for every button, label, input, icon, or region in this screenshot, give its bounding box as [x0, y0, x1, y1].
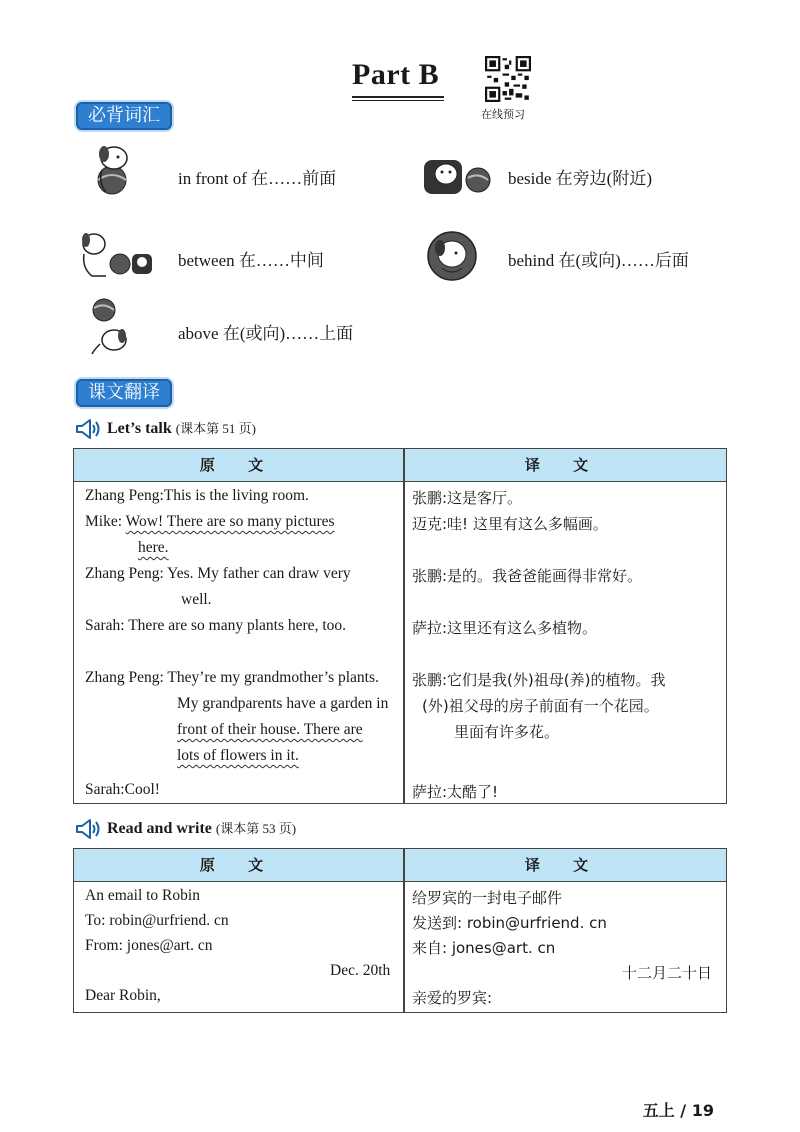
table-header: [74, 449, 726, 482]
translation-section-label: 课文翻译: [76, 379, 172, 407]
translation-line: 张鹏:这是客厅。: [412, 489, 523, 507]
col-original-header: 原 文: [199, 456, 278, 474]
translation-line: 十二月二十日: [622, 964, 713, 982]
qr-code-icon[interactable]: [485, 56, 531, 102]
read-write-table: [73, 848, 727, 1013]
table-row-cont: front of their house. There are: [177, 721, 363, 738]
email-line: To: robin@urfriend. cn: [85, 912, 229, 929]
translation-line: 发送到: robin@urfriend. cn: [412, 914, 607, 932]
speaker-icon: [75, 818, 101, 840]
column-divider: [403, 449, 405, 803]
translation-line: 来自: jones@art. cn: [412, 939, 556, 957]
table-row: Mike: Wow! There are so many pictures: [85, 513, 335, 530]
ball-between-dogs-icon: [76, 226, 156, 286]
column-divider: [403, 849, 405, 1012]
dog-in-front-of-ball-icon: [84, 140, 164, 200]
vocab-section-label: 必背词汇: [76, 102, 172, 130]
table-row: Sarah: There are so many plants here, too.: [85, 617, 346, 634]
table-row: Sarah:Cool!: [85, 781, 160, 798]
table-row-cont: My grandparents have a garden in: [177, 695, 389, 712]
translation-line: 张鹏:它们是我(外)祖母(养)的植物。我: [412, 671, 666, 689]
vocab-above: above 在(或向)……上面: [178, 324, 354, 343]
lets-talk-table: [73, 448, 727, 804]
speaker-icon: [75, 418, 101, 440]
lets-talk-title: Let’s talk: [107, 420, 172, 437]
dog-behind-ball-icon: [412, 226, 492, 286]
col-translation-header: 译 文: [524, 456, 603, 474]
read-write-heading: [107, 818, 296, 838]
table-row-cont: lots of flowers in it.: [177, 747, 299, 764]
col-original-header: 原 文: [199, 856, 278, 874]
translation-line: 里面有许多花。: [454, 723, 560, 741]
title-underline-thin: [352, 100, 444, 101]
vocab-in-front-of: in front of 在……前面: [178, 169, 337, 188]
vocab-behind: behind 在(或向)……后面: [508, 251, 689, 270]
email-line: An email to Robin: [85, 887, 200, 904]
translation-line: 给罗宾的一封电子邮件: [412, 889, 563, 907]
table-row: Zhang Peng: Yes. My father can draw very: [85, 565, 351, 582]
page-number: 五上 / 19: [642, 1101, 714, 1120]
email-line: From: jones@art. cn: [85, 937, 213, 954]
title-underline: [352, 96, 444, 98]
translation-line: 萨拉:太酷了!: [412, 783, 499, 801]
lets-talk-page-ref: (课本第 51 页): [175, 421, 256, 436]
translation-line: 迈克:哇! 这里有这么多幅画。: [412, 515, 608, 533]
ball-above-dog-icon: [80, 296, 160, 356]
table-header: [74, 849, 726, 882]
vocab-between: between 在……中间: [178, 251, 324, 270]
table-row-cont: well.: [181, 591, 212, 608]
translation-line: 亲爱的罗宾:: [412, 989, 493, 1007]
read-write-title: Read and write: [107, 820, 212, 837]
qr-caption: 在线预习: [481, 108, 525, 121]
table-row: Zhang Peng: They’re my grandmother’s plants.: [85, 669, 379, 686]
read-write-page-ref: (课本第 53 页): [215, 821, 297, 836]
table-row-cont: here.: [138, 539, 169, 556]
col-translation-header: 译 文: [524, 856, 603, 874]
translation-line: 萨拉:这里还有这么多植物。: [412, 619, 598, 637]
table-row: Zhang Peng:This is the living room.: [85, 487, 309, 504]
translation-line: 张鹏:是的。我爸爸能画得非常好。: [412, 567, 643, 585]
dog-beside-ball-icon: [420, 148, 500, 208]
email-line: Dec. 20th: [330, 962, 391, 979]
email-line: Dear Robin,: [85, 987, 161, 1004]
lets-talk-heading: [107, 418, 256, 438]
page-title: Part B: [352, 58, 440, 91]
vocab-beside: beside 在旁边(附近): [508, 169, 653, 188]
translation-line: (外)祖父母的房子前面有一个花园。: [422, 697, 659, 715]
